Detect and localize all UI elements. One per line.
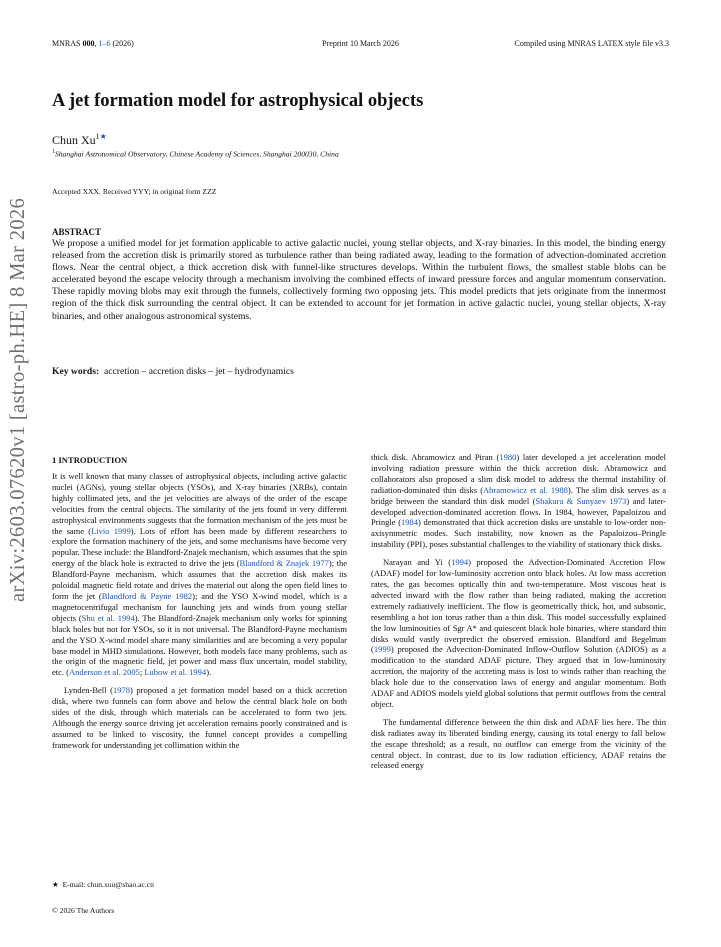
citation-link[interactable]: Abramowicz et al. 1988: [483, 484, 568, 495]
running-header-center: Preprint 10 March 2026: [322, 39, 399, 48]
author-name: Chun Xu: [52, 133, 96, 147]
footnote: [52, 880, 154, 889]
author-footnote-star[interactable]: ★: [99, 132, 107, 141]
affiliation-text: Shanghai Astronomical Observatory, Chinese Academy of Sciences, Shanghai 200030, China: [55, 149, 339, 159]
accepted-line: Accepted XXX. Received YYY; in original form ZZZ: [52, 187, 217, 196]
citation-link[interactable]: Blandford & Payne 1982: [101, 590, 193, 601]
citation-link[interactable]: 1984: [401, 517, 419, 528]
year: (2026): [112, 39, 134, 48]
paper-title: A jet formation model for astrophysical objects: [52, 91, 424, 111]
journal-name: MNRAS: [52, 39, 81, 48]
running-header-right: Compiled using MNRAS LATEX style file v3.3: [514, 39, 669, 48]
arxiv-stamp: arXiv:2603.07620v1 [astro-ph.HE] 8 Mar 2026: [7, 197, 29, 602]
volume: 000: [82, 39, 95, 48]
paragraph: thick disk. Abramowicz and Piran (1980) later developed a jet acceleration model involving radiation pressure within the thick accretion disk. Abramowicz and collaborators also proposed a slim disk model to address the thermal instability of radiation-dominated thin disks (Abramowicz et al. 1988). The slim disk serves as a bridge between the standard thin disk model (Shakura & Sunyaev 1973) and later-developed advection-dominated accretion flows. In 1984, however, Papaloizou and Pringle (1984) demonstrated that thick accretion disks are unstable to low-order non-axisymmetric modes. Such instability, now known as the Papaloizou–Pringle instability (PPI), poses substantial challenges to the viability of stationary thick disks.: [371, 452, 666, 550]
paragraph: The fundamental difference between the thin disk and ADAF lies here. The thin disk radiates away its liberated binding energy, causing its total energy to fall below the escape threshold; as a result, no outflow can emerge from the vicinity of the central object. In contrast, due to its low radiation efficiency, ADAF retains the released energy: [371, 716, 666, 771]
citation-link[interactable]: Shu et al. 1994: [81, 612, 135, 623]
footnote-email[interactable]: E-mail: chun.xuu@shao.ac.cn: [62, 880, 154, 889]
author-affil-marker: 1: [95, 132, 100, 141]
paragraph: Lynden-Bell (1978) proposed a jet formation model based on a thick accretion disk, where two funnels can form above and below the central black hole on both sides of the disk, through which materials can be accelerated to form two jets. Although the energy source driving jet acceleration remains poorly constrained and is assumed to be linked to viscosity, the funnel concept provides a compelling framework for understanding jet collimation within the: [52, 685, 347, 750]
right-column: [371, 452, 666, 778]
copyright: © 2026 The Authors: [52, 906, 115, 915]
affiliation: [52, 149, 339, 159]
section-heading-introduction: 1 INTRODUCTION: [52, 455, 128, 465]
page-range-link[interactable]: 1–6: [98, 39, 111, 48]
keywords: [52, 366, 294, 377]
citation-link[interactable]: Lubow et al. 1994: [144, 667, 207, 678]
keywords-label: Key words:: [52, 366, 100, 377]
citation-link[interactable]: Livio 1999: [91, 525, 131, 536]
citation-link[interactable]: Shakura & Sunyaev 1973: [535, 495, 627, 506]
citation-link[interactable]: 1980: [499, 452, 517, 462]
abstract-heading: ABSTRACT: [52, 227, 102, 237]
footnote-star: ★: [52, 880, 59, 889]
keywords-text: accretion – accretion disks – jet – hydrodynamics: [103, 366, 294, 377]
author-line: [52, 132, 107, 148]
citation-link[interactable]: 1999: [373, 644, 391, 655]
left-column: [52, 471, 347, 758]
running-header-left: MNRAS 000, 1–6 (2026): [52, 39, 134, 48]
citation-link[interactable]: 1978: [112, 685, 130, 696]
citation-link[interactable]: 1994: [451, 557, 469, 568]
affiliation-marker: 1: [52, 149, 55, 155]
citation-link[interactable]: Anderson et al. 2005: [69, 667, 140, 678]
paragraph: It is well known that many classes of astrophysical objects, including active galactic nuclei (AGNs), young stellar objects (YSOs), and X-ray binaries (XRBs), contain highly collimated jets, and the jet velocities are always of the order of the escape velocities from the central objects. The similarity of the jets found in very different astrophysical environments suggests that the formation mechanism of the jets must be the same (Livio 1999). Lots of effort has been made by different researchers to explore the formation machinery of the jets, and some mechanisms have become very popular. These include: the Blandford-Znajek mechanism, which assumes that the spin energy of the black hole is extracted to drive the jets (Blandford & Znajek 1977); the Blandford-Payne mechanism, which assumes that the accretion disk makes its poloidal magnetic field rotate and drives the material out along the open field lines to form the jet (Blandford & Payne 1982); and the YSO X-wind model, which is a magnetocentrifugal mechanism for launching jets and winds from young stellar objects (Shu et al. 1994). The Blandford-Znajek mechanism only works for spinning black holes but not for YSOs, so it is not universal. The Blandford-Payne mechanism and the YSO X-wind model share many similarities and are becoming a very popular base model in MHD simulations. However, both models face many problems, such as the origin of the magnetic field, jet power and mass flux uncertain, model stability, etc. (Anderson et al. 2005; Lubow et al. 1994).: [52, 471, 348, 678]
paragraph: Narayan and Yi (1994) proposed the Advection-Dominated Accretion Flow (ADAF) model for low-luminosity accretion onto black holes. At low mass accretion rates, the gas becomes optically thin and two-temperature. Most viscous heat is advected inward with the flow rather than being radiated, making the accretion extremely radiatively inefficient. The flow is geometrically thick, hot, and subsonic, resembling a hot ion torus rather than a thin disk. This model successfully explained the low luminosities of Sgr A* and quiescent black hole binaries, where standard thin disks would vastly overpredict the observed emission. Blandford and Begelman (1999) proposed the Advection-Dominated Inflow-Outflow Solution (ADIOS) as a modification to the standard ADAF picture. They argued that in low-luminosity accretion, the majority of the accreting mass is lost to winds rather than reaching the black hole due to the conservation laws of energy and angular momentum. Both ADAF and ADIOS models yield global solutions that permit outflows from the central object.: [371, 557, 666, 709]
abstract-text: We propose a unified model for jet formation applicable to active galactic nuclei, young stellar objects, and X-ray binaries. In this model, the binding energy released from the accretion disk is primarily stored as turbulence rather than being radiated away, leading to the formation of advection-dominated accretion flows. Near the central object, a thick accretion disk with funnel-like structures develops. Within the turbulent flows, the smallest stable blobs can be accelerated beyond the escape velocity through a mechanism involving the combined effects of inward pressure forces and angular momentum conservation. These rapidly moving blobs may exit through the funnels, collectively forming two opposing jets. This model predicts that jets originate from the innermost region of the thick disk surrounding the central object. It can be extended to account for jet formation in active galactic nuclei, young stellar objects, X-ray binaries, and other analogous astronomical systems.: [52, 238, 666, 322]
citation-link[interactable]: Blandford & Znajek 1977: [239, 558, 329, 569]
